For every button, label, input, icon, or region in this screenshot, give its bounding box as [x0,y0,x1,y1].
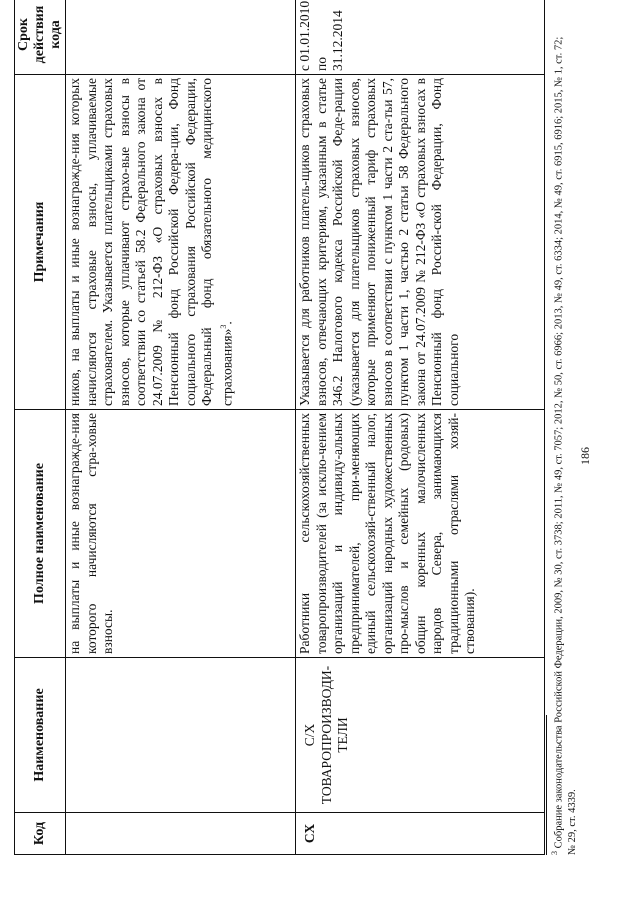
row1-code [66,813,296,855]
header-notes: Примечания [15,75,66,410]
row1-notes [66,75,296,410]
header-name: Наименование [15,658,66,813]
table-row [66,0,296,855]
footnote-reference: 3 [218,324,228,329]
row1-name [66,658,296,813]
row1-notes-text: ников, на выплаты и иные вознагражде-ния которых начисляются страховые взносы, уплачиваемые страхователем. Указывается плательщиками страховых взносов, которые уплачивают страхо-вые взносы в соответствии со статьей 58.2 Федерального закона от 24.07.2009 № 212-ФЗ «О страховых взносах в Пенсионный фонд Российской Федера-ции, Фонд социального страхования Российской Федерации, Федеральный фонд обязательного медицинского страхования» [67,78,234,406]
row2-full-name: Работники сельскохозяйственных товаропроизводителей (за исклю-чением организаций и индивиду-альных предпринимателей, при-меняющих единый сельскохозяй-ственный налог, организаций народных художественных про-мыслов и семейных (родовых) общин коренных малочисленных народов Севера, занимающихся традиционными отраслями хозяй-ствования). [296,410,545,658]
footnote-text: Собрание законодательства Российской Федерации, 2009, № 30, ст. 3738; 2011, № 49, ст. 7057; 2012, № 50, ст. 6966; 2013, № 49, ст. 6334; 2014, № 49, ст. 6915, 6916; 2015, № 1, ст. 72; № 29, ст. 4339. [553,36,578,855]
row2-validity: с 01.01.2010 по 31.12.2014 [296,0,545,75]
header-full-name: Полное наименование [15,410,66,658]
header-validity: Срок действия кода [15,0,66,75]
table-row [296,0,545,855]
footnote-marker: 3 [550,851,559,855]
row1-validity [66,0,296,75]
footnote [548,35,579,855]
row2-name: С/Х ТОВАРОПРОИЗВОДИ-ТЕЛИ [296,658,545,813]
header-code: Код [15,813,66,855]
footnote-separator [546,715,547,855]
row2-notes: Указывается для работников платель-щиков страховых взносов, отвечающих критериям, указанным в статье 346.2 Налогового кодекса Российской Феде-рации (указывается для плательщиков страховых взносов, которые применяют пониженный тариф страховых взносов в соответствии с пунктом 1 части 2 ста-тьи 57, пунктом 1 части 1, частью 2 статьи 58 Федерального закона от 24.07.2009 № 212-ФЗ «О страховых взносах в Пенсионный фонд Россий-ской Федерации, Фонд социального [296,75,545,410]
row2-code: СХ [296,813,545,855]
page-number: 186 [578,447,592,465]
codes-table [14,0,545,855]
row1-full-name: на выплаты и иные вознагражде-ния которого начисляются стра-ховые взносы. [66,410,296,658]
row1-notes-tail: . [219,321,234,325]
table-header-row [15,0,66,855]
